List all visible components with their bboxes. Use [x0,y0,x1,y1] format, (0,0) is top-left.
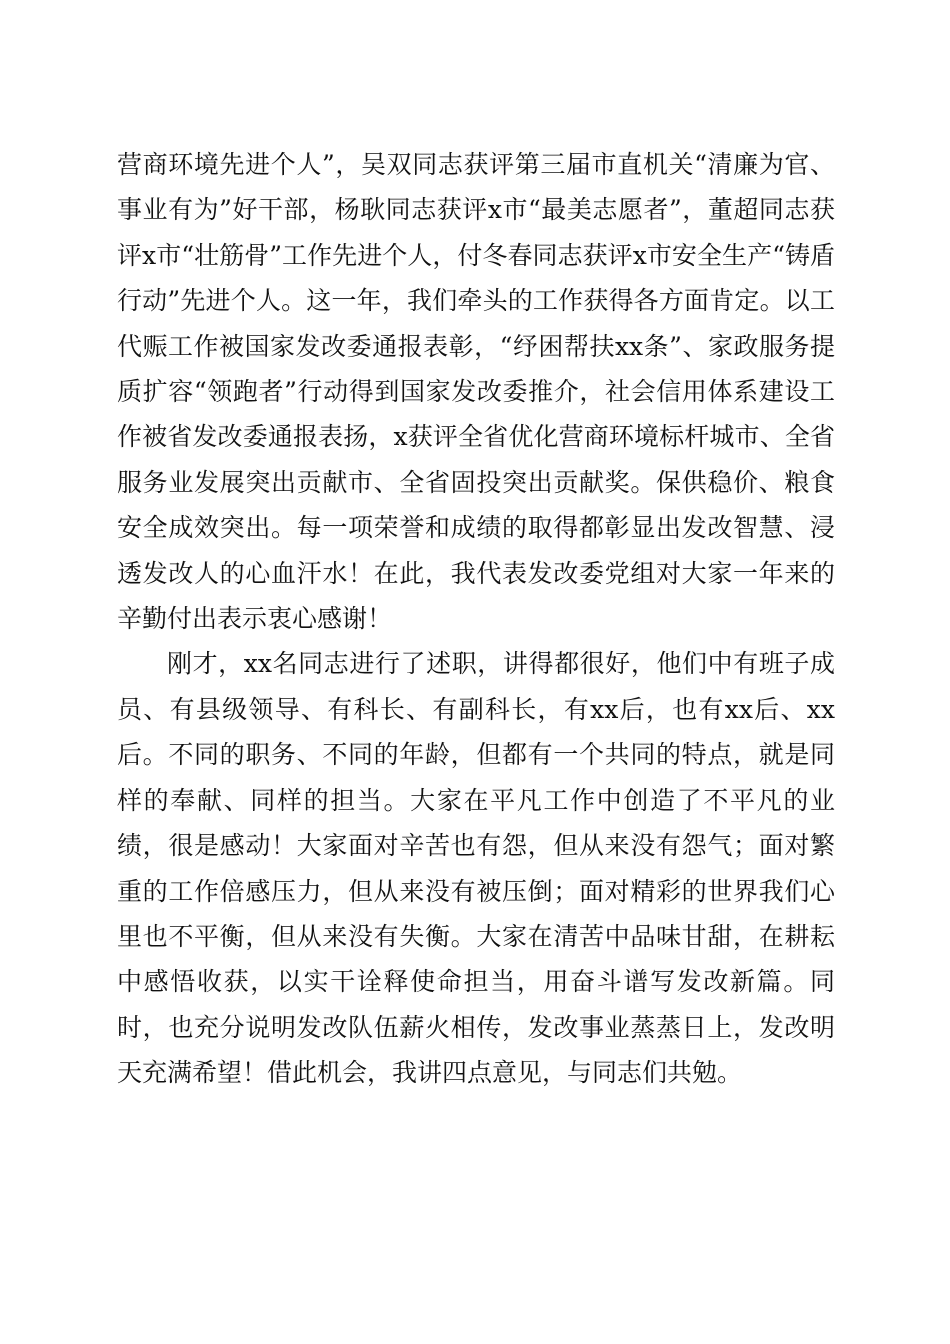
paragraph-continuation: 营商环境先进个人”，吴双同志获评第三届市直机关“清廉为官、事业有为”好干部，杨耿同志获评x市“最美志愿者”，董超同志获评x市“壮筋骨”工作先进个人，付冬春同志获评x市安全生产“铸盾行动”先进个人。这一年，我们牵头的工作获得各方面肯定。以工代赈工作被国家发改委通报表彰，“纾困帮扶xx条”、家政服务提质扩容“领跑者”行动得到国家发改委推介，社会信用体系建设工作被省发改委通报表扬，x获评全省优化营商环境标杆城市、全省服务业发展突出贡献市、全省固投突出贡献奖。保供稳价、粮食安全成效突出。每一项荣誉和成绩的取得都彰显出发改智慧、浸透发改人的心血汗水！在此，我代表发改委党组对大家一年来的辛勤付出表示衷心感谢！ [117,150,835,634]
body-text [117,142,835,1096]
paragraph-remarks: 刚才，xx名同志进行了述职，讲得都很好，他们中有班子成员、有县级领导、有科长、有副科长，有xx后，也有xx后、xx后。不同的职务、不同的年龄，但都有一个共同的特点，就是同样的奉献、同样的担当。大家在平凡工作中创造了不平凡的业绩，很是感动！大家面对辛苦也有怨，但从来没有怨气；面对繁重的工作倍感压力，但从来没有被压倒；面对精彩的世界我们心里也不平衡，但从来没有失衡。大家在清苦中品味甘甜，在耕耘中感悟收获，以实干诠释使命担当，用奋斗谱写发改新篇。同时，也充分说明发改队伍薪火相传，发改事业蒸蒸日上，发改明天充满希望！借此机会，我讲四点意见，与同志们共勉。 [117,649,835,1088]
